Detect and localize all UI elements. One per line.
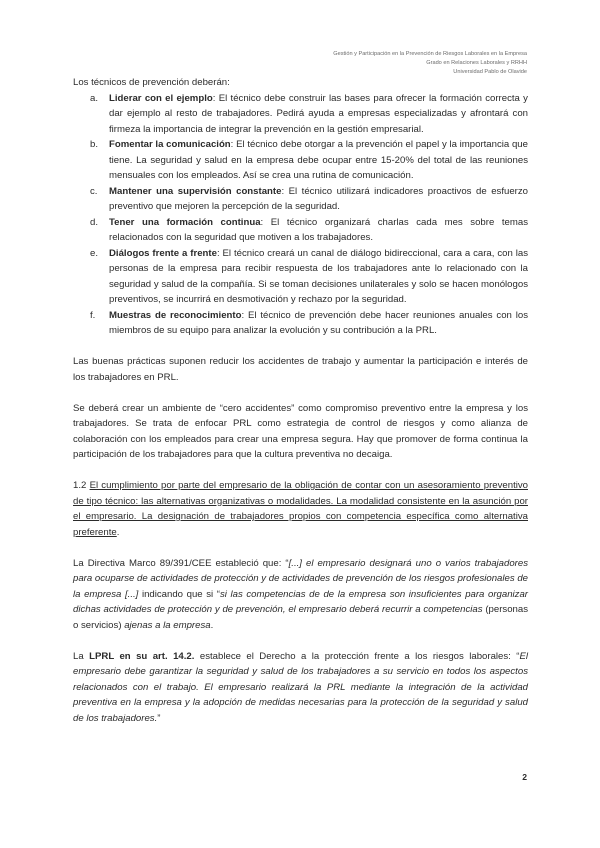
list-marker: f.	[90, 309, 96, 321]
text-run: ”	[157, 712, 161, 724]
list-item-text: : El técnico creará un canal de diálogo bidireccional, cara a cara, con las personas de la empresa para recibir respuesta de los trabajadores ante lo relacionado con la seguridad y salud de la compañía. Si se toman decisiones unilaterales y solo se hacen monólogos preventivos, se incurrirá en desmotivación y rechazo por la seguridad.	[109, 247, 528, 305]
text-run: La Directiva Marco 89/391/CEE estableció que: “	[73, 557, 289, 569]
list-marker: d.	[90, 216, 99, 228]
list-item-title: Diálogos frente a frente	[109, 247, 217, 259]
quote-run: ajenas a la empresa	[124, 619, 211, 631]
quote-run: El empresario debe garantizar la seguridad y salud de los trabajadores a su servicio en todos los aspectos relacionados con el trabajo. El empresario realizará la PRL mediante la integración de la actividad preventiva en la empresa y la adopción de medidas necesarias para la protección de la seguridad y salud de los trabajadores.	[73, 650, 529, 724]
text-run: indicando que si “	[138, 588, 220, 600]
list-item	[73, 215, 528, 246]
text-run: establece el Derecho a la protección frente a los riesgos laborales: “	[194, 650, 520, 662]
page-header	[333, 50, 527, 77]
technician-duties-list	[73, 91, 528, 339]
list-marker: e.	[90, 247, 99, 259]
list-item-title: Muestras de reconocimiento	[109, 309, 242, 321]
section-number: 1.2	[73, 480, 87, 491]
page-number: 2	[522, 772, 527, 782]
text-run: (personas o servicios)	[73, 604, 529, 631]
quote-run: [...] el empresario designará uno o varios trabajadores para ocuparse de actividades de protección y de actividades de prevención de los riesgos profesionales de la empresa [...]	[73, 557, 529, 600]
list-item-title: Mantener una supervisión constante	[109, 185, 282, 197]
law-reference: LPRL en su art. 14.2.	[89, 650, 195, 662]
quote-run: si las competencias de de la empresa son insuficientes para organizar dichas actividades de protección y de prevención, el empresario deberá recurrir a competencias	[73, 588, 528, 615]
list-item	[73, 246, 528, 308]
list-item	[73, 137, 528, 184]
paragraph-cero-accidentes: Se deberá crear un ambiente de “cero accidentes” como compromiso preventivo entre la empresa y los trabajadores. Se trata de enfocar PRL como estrategia de control de riesgos y como alianza de colaboración con los empleados para crear una empresa segura. Hay que promover de forma continua la participación de los trabajadores para que la cultura preventiva no decaiga.	[73, 402, 528, 460]
list-item-title: Liderar con el ejemplo	[109, 92, 213, 104]
section-title: El cumplimiento por parte del empresario de la obligación de contar con un asesoramiento preventivo de tipo técnico: las alternativas organizativas o modalidades. La modalidad consistente en la asunción por el empresario. La designación de trabajadores propios con competencia específica como alternativa preferente	[73, 480, 528, 538]
list-item-text: : El técnico utilizará indicadores proactivos de esfuerzo preventivo que mejoren la percepción de la seguridad.	[109, 185, 528, 212]
list-item	[73, 184, 528, 215]
header-university: Universidad Pablo de Olavide	[453, 69, 527, 75]
paragraph-directiva-marco	[73, 556, 528, 634]
list-item	[73, 308, 528, 339]
list-marker: c.	[90, 185, 98, 197]
header-course-title: Gestión y Participación en la Prevención de Riesgos Laborales en la Empresa	[333, 51, 527, 57]
list-item	[73, 91, 528, 138]
section-heading	[73, 478, 528, 540]
text-run: .	[210, 619, 214, 631]
intro-text: Los técnicos de prevención deberán:	[73, 77, 230, 88]
paragraph-lprl	[73, 649, 528, 727]
list-marker: a.	[90, 92, 99, 104]
list-item-title: Tener una formación continua	[109, 216, 261, 228]
section-title-end: .	[116, 526, 120, 538]
list-item-title: Fomentar la comunicación	[109, 139, 231, 150]
text-run: La	[73, 650, 90, 662]
list-marker: b.	[90, 139, 99, 150]
list-item-text: : El técnico debe construir las bases para ofrecer la formación correcta y dar ejemplo al resto de trabajadores. Pedirá ayuda a empresas especializadas y afrontará con firmeza la importancia de integrar la prevención en la gestión empresarial.	[109, 92, 528, 135]
list-item-text: : El técnico de prevención debe hacer reuniones anuales con los miembros de su equipo para analizar la evolución y su contribución a la PRL.	[109, 309, 528, 336]
paragraph-buenas-practicas: Las buenas prácticas suponen reducir los accidentes de trabajo y aumentar la participación e interés de los trabajadores en PRL.	[73, 356, 528, 383]
list-item-text: : El técnico organizará charlas cada mes sobre temas relacionados con la seguridad que motiven a los trabajadores.	[109, 216, 528, 243]
page-content	[73, 75, 528, 726]
header-degree: Grado en Relaciones Laborales y RRHH	[426, 60, 527, 66]
list-item-text: : El técnico debe otorgar a la prevención el papel y la importancia que tiene. La seguridad y salud en la empresa debe ocupar entre 15-20% del total de las reuniones mensuales con los empleados. Así se crea una rutina de comunicación.	[109, 139, 528, 181]
